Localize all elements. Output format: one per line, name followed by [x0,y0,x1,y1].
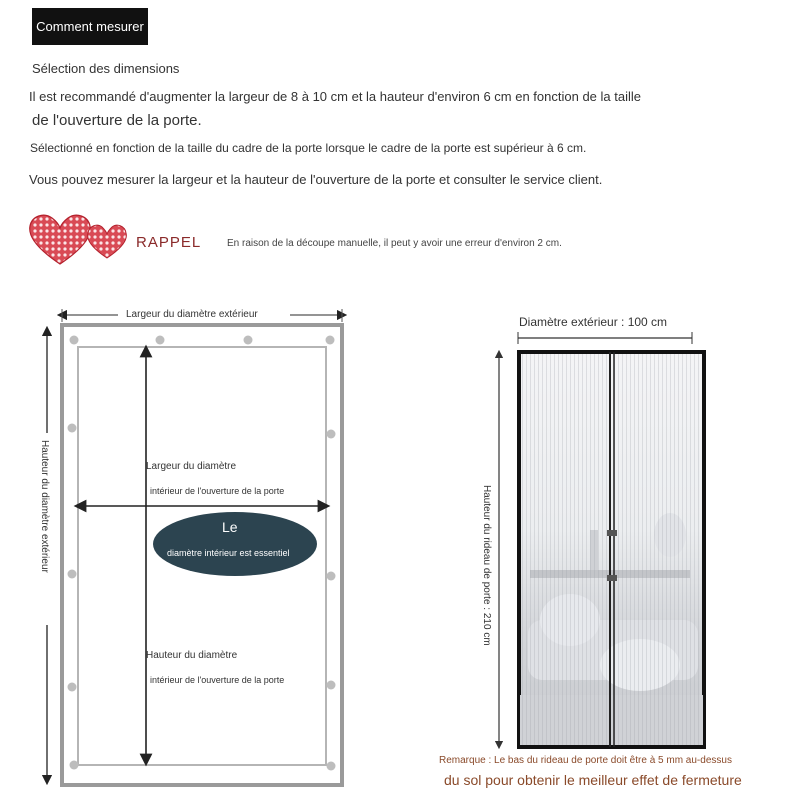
outer-width-label: Largeur du diamètre extérieur [126,309,258,320]
curtain-height-label: Hauteur du rideau de porte : 210 cm [481,485,492,646]
screen-door-diagram [470,320,730,760]
intro-line-2: de l'ouverture de la porte. [32,112,202,129]
dimensions-heading: Sélection des dimensions [32,61,180,76]
remark-line-2: du sol pour obtenir le meilleur effet de fermeture [444,772,742,788]
inner-width-label-1: Largeur du diamètre [146,461,237,472]
badge-line-1: Le [222,519,238,535]
door-frame-diagram [0,295,360,792]
inner-height-label-1: Hauteur du diamètre [146,650,238,661]
curtain-width-label: Diamètre extérieur : 100 cm [519,315,668,329]
inner-height-label-2: intérieur de l'ouverture de la porte [150,675,285,685]
reminder-note: En raison de la découpe manuelle, il peut y avoir une erreur d'environ 2 cm. [227,238,562,249]
badge-line-2: diamètre intérieur est essentiel [167,548,290,558]
intro-line-4: Vous pouvez mesurer la largeur et la hauteur de l'ouverture de la porte et consulter le service client. [29,172,603,187]
remark-line-1: Remarque : Le bas du rideau de porte doit être à 5 mm au-dessus [439,755,732,766]
intro-line-1: Il est recommandé d'augmenter la largeur de 8 à 10 cm et la hauteur d'environ 6 cm en fonction de la taille [29,89,641,104]
how-to-measure-button[interactable]: Comment mesurer [32,8,148,45]
reminder-title: RAPPEL [136,234,202,251]
hearts-icon [26,210,130,268]
outer-height-label: Hauteur du diamètre extérieur [39,440,50,573]
intro-line-3: Sélectionné en fonction de la taille du cadre de la porte lorsque le cadre de la porte est supérieur à 6 cm. [30,141,587,155]
inner-width-label-2: intérieur de l'ouverture de la porte [150,486,285,496]
